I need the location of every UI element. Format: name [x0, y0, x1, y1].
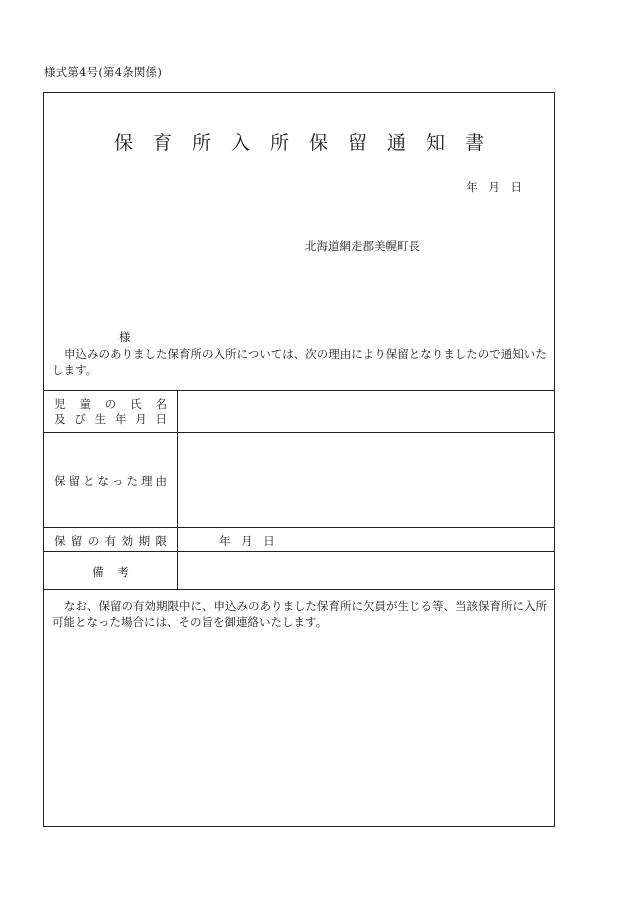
- validity-row: [44, 527, 554, 551]
- validity-value[interactable]: [178, 528, 554, 551]
- intro-text: 申込みのありました保育所の入所については、次の理由により保留となりましたので通知いたします。: [52, 347, 547, 377]
- child-label-line1: 児童の氏名: [54, 397, 167, 411]
- remarks-row: [44, 551, 554, 590]
- form-number: 様式第4号(第4条関係): [44, 65, 163, 79]
- child-info-value[interactable]: [178, 391, 554, 432]
- footnote-text: なお、保留の有効期限中に、申込みのありました保育所に欠員が生じる等、当該保育所に入所可能となった場合には、その旨を御連絡いたします。: [52, 599, 547, 629]
- issue-date: 年 月 日: [466, 180, 522, 194]
- addressee: 様: [119, 330, 131, 344]
- validity-label-text: 保留の有効期限: [54, 534, 167, 548]
- validity-label: [44, 528, 178, 551]
- reason-label: [44, 433, 178, 527]
- remarks-label: [44, 552, 178, 589]
- child-info-row: [44, 390, 554, 432]
- remarks-label-text: 備 考: [92, 565, 129, 579]
- child-info-label: [44, 391, 178, 432]
- notice-form: [43, 92, 555, 827]
- reason-row: [44, 432, 554, 527]
- reason-value[interactable]: [178, 433, 554, 527]
- validity-date: 年 月 日: [219, 534, 275, 548]
- reason-label-text: 保留となった理由: [54, 474, 167, 488]
- issuer-name: 北海道網走郡美幌町長: [305, 239, 420, 253]
- child-label-line2: 及び生年月日: [54, 412, 167, 426]
- remarks-value[interactable]: [178, 552, 554, 589]
- document-title: 保育所入所保留通知書: [113, 132, 504, 154]
